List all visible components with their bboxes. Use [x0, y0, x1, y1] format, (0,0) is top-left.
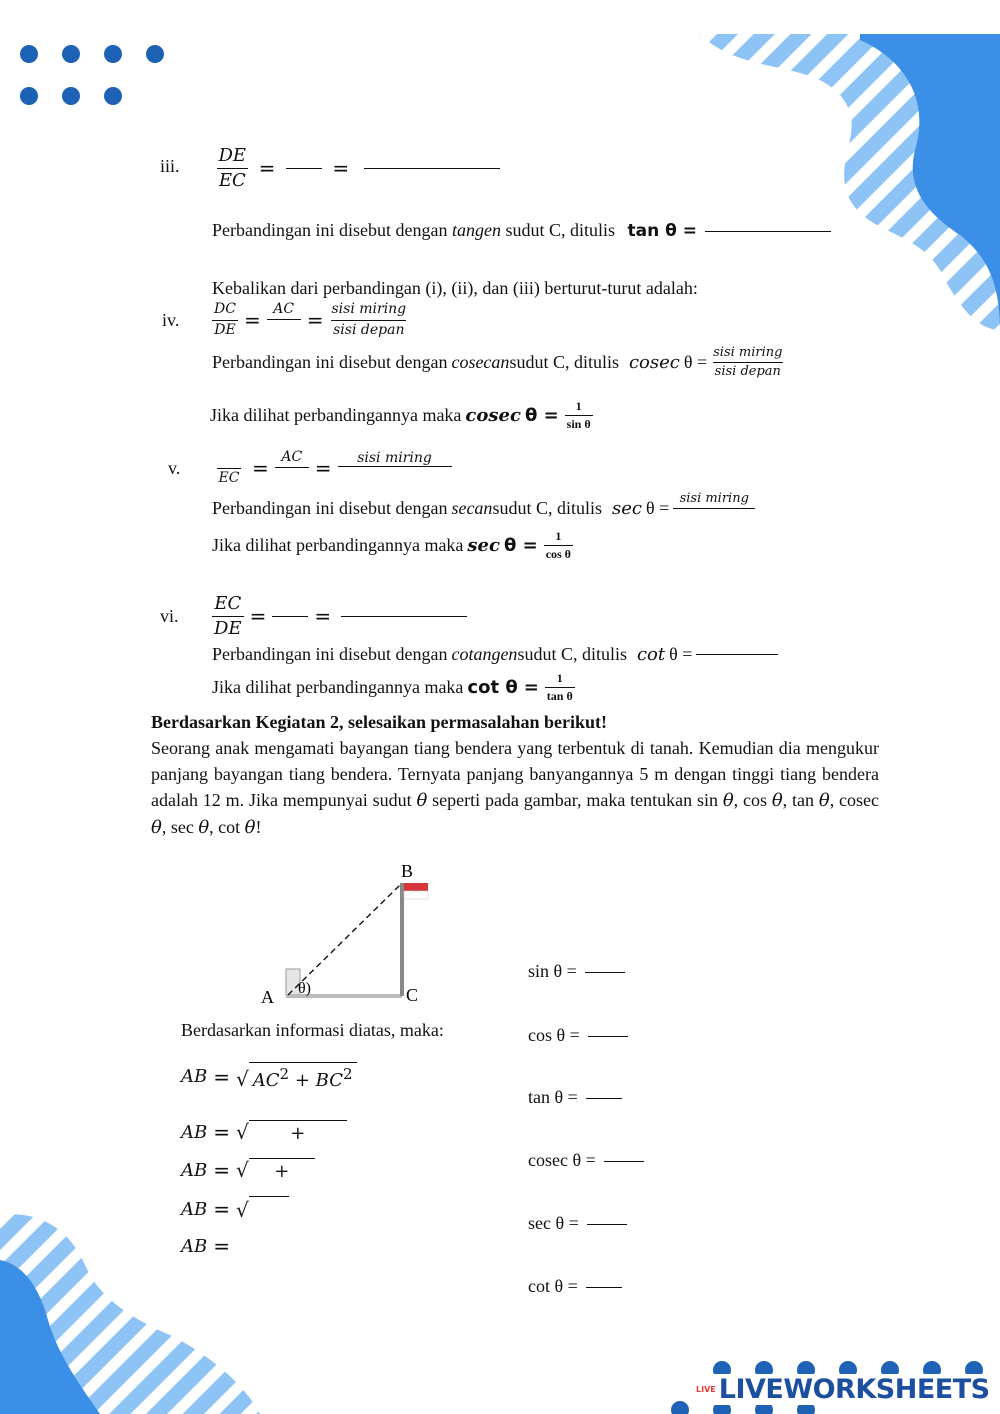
fraction-blank-ec: EC: [212, 450, 246, 486]
fraction-ac-blank: AC: [267, 302, 301, 338]
fraction-sisi-miring-blank: sisi miring: [338, 451, 452, 485]
item-v: v. EC = AC = sisi miring: [168, 450, 452, 486]
fraction-ac-blank: AC: [275, 450, 309, 486]
item-vi-reciprocal: Jika dilihat perbandingannya maka cot θ = $\frac{1}{\text{tan θ}}$: [212, 671, 573, 704]
answer-blank[interactable]: [586, 1287, 622, 1288]
pythagoras-formula: AB = √ $AC^2 + BC^2$: [181, 1062, 357, 1091]
answer-blank[interactable]: [604, 1161, 644, 1162]
logo-text: LIVEWORKSHEETS: [718, 1374, 990, 1405]
answer-blank[interactable]: [275, 467, 309, 486]
liveworksheets-logo[interactable]: [692, 1374, 994, 1405]
fraction-de-ec: $\frac{DE}{EC}$: [218, 145, 247, 191]
trig-answer-cosec: cosec θ =: [528, 1150, 644, 1171]
label-a: A: [261, 987, 274, 1007]
answer-blank[interactable]: [272, 616, 308, 617]
item-v-reciprocal: Jika dilihat perbandingannya maka sec θ = $\frac{1}{\text{cos θ}}$: [212, 529, 571, 562]
logo-badge: LIVE: [696, 1384, 716, 1394]
item-vi-description: Perbandingan ini disebut dengan cotangen sudut C, ditulis cot θ =: [212, 644, 778, 665]
item-vi: vi. $\frac{EC}{DE}$ = =: [160, 594, 467, 639]
square-root: √: [236, 1196, 289, 1222]
flagpole-diagram: [250, 855, 450, 1015]
solution-intro: Berdasarkan informasi diatas, maka:: [181, 1020, 444, 1040]
problem-text: Seorang anak mengamati bayangan tiang bendera yang terbentuk di tanah. Kemudian dia mengukur panjang bayangan tiang bendera. Ternyata panjang banyangannya 5 m dengan tinggi tiang bendera adalah 12 m. Jika mempunyai sudut θ seperti pada gambar, maka tentukan sin θ, cos θ, tan θ, cosec θ, sec θ, cot θ!: [151, 738, 879, 838]
flag-white: [404, 891, 428, 899]
reciprocal-intro: Kebalikan dari perbandingan (i), (ii), dan (iii) berturut-turut adalah:: [212, 278, 698, 298]
fraction-dc-de: $\frac{DC}{DE}$: [214, 301, 236, 338]
item-iv-reciprocal: Jika dilihat perbandingannya maka cosec θ = $\frac{1}{\text{sin θ}}$: [210, 399, 591, 432]
answer-blank[interactable]: [286, 168, 322, 169]
step-1: AB = √ +: [181, 1120, 347, 1144]
answer-blank[interactable]: [673, 508, 755, 525]
answer-blank[interactable]: [588, 1036, 628, 1037]
answer-blank[interactable]: [338, 466, 452, 485]
square-root: √ +: [236, 1120, 347, 1144]
fraction-one-over-tan: $\frac{1}{\text{tan θ}}$: [546, 671, 573, 704]
label-b: B: [401, 861, 414, 881]
angle-theta: θ): [298, 980, 311, 997]
step-3: AB = √: [181, 1196, 289, 1222]
label-c: C: [406, 985, 419, 1005]
trig-answer-tan: tan θ =: [528, 1087, 622, 1108]
trig-answer-cos: cos θ =: [528, 1025, 628, 1046]
tan-answer-blank[interactable]: [705, 231, 831, 232]
item-iii: iii. $\frac{DE}{EC}$ = =: [160, 146, 500, 191]
problem-heading: Berdasarkan Kegiatan 2, selesaikan permasalahan berikut!: [151, 712, 608, 732]
fraction-ec-de: $\frac{EC}{DE}$: [214, 593, 242, 639]
answer-blank[interactable]: [585, 972, 625, 973]
answer-blank[interactable]: [364, 168, 500, 169]
fraction-one-over-sin: $\frac{1}{\text{sin θ}}$: [566, 399, 591, 432]
answer-blank[interactable]: [212, 450, 246, 468]
answer-blank[interactable]: [267, 319, 301, 338]
trig-answer-sin: sin θ =: [528, 961, 625, 982]
answer-blank[interactable]: [587, 1224, 627, 1225]
trig-answer-cot: cot θ =: [528, 1276, 622, 1297]
fraction-cosec: $\frac{\text{sisi miring}}{\text{sisi depan}}$: [713, 345, 783, 380]
cot-answer-blank[interactable]: [696, 654, 778, 655]
fraction-sec: sisi miring: [673, 492, 755, 525]
item-v-description: Perbandingan ini disebut dengan secan sudut C, ditulis sec θ = sisi miring: [212, 492, 755, 525]
square-root: √ +: [236, 1158, 315, 1182]
step-4: AB =: [181, 1234, 230, 1258]
answer-blank[interactable]: [341, 616, 467, 617]
trig-answer-sec: sec θ =: [528, 1213, 627, 1234]
flag-red: [404, 883, 428, 891]
fraction-one-over-cos: $\frac{1}{\text{cos θ}}$: [545, 529, 571, 562]
answer-blank[interactable]: [586, 1098, 622, 1099]
item-label: iii.: [160, 156, 180, 177]
item-iv: iv. $\frac{DC}{DE}$ = AC = $\frac{\text{sisi miring}}{\text{sisi depan}}$: [162, 301, 407, 338]
hypotenuse-ab: [288, 885, 400, 995]
item-iii-description: Perbandingan ini disebut dengan tangen sudut C, ditulis tan θ =: [212, 220, 831, 241]
step-2: AB = √ +: [181, 1158, 315, 1182]
item-iv-description: Perbandingan ini disebut dengan cosecan sudut C, ditulis cosec θ = $\frac{\text{sisi miring}}{\text{sisi depan}}$: [212, 345, 783, 380]
fraction-sisi-miring-sisi-depan: $\frac{\text{sisi miring}}{\text{sisi depan}}$: [331, 301, 407, 338]
square-root: √ $AC^2 + BC^2$: [236, 1062, 357, 1091]
